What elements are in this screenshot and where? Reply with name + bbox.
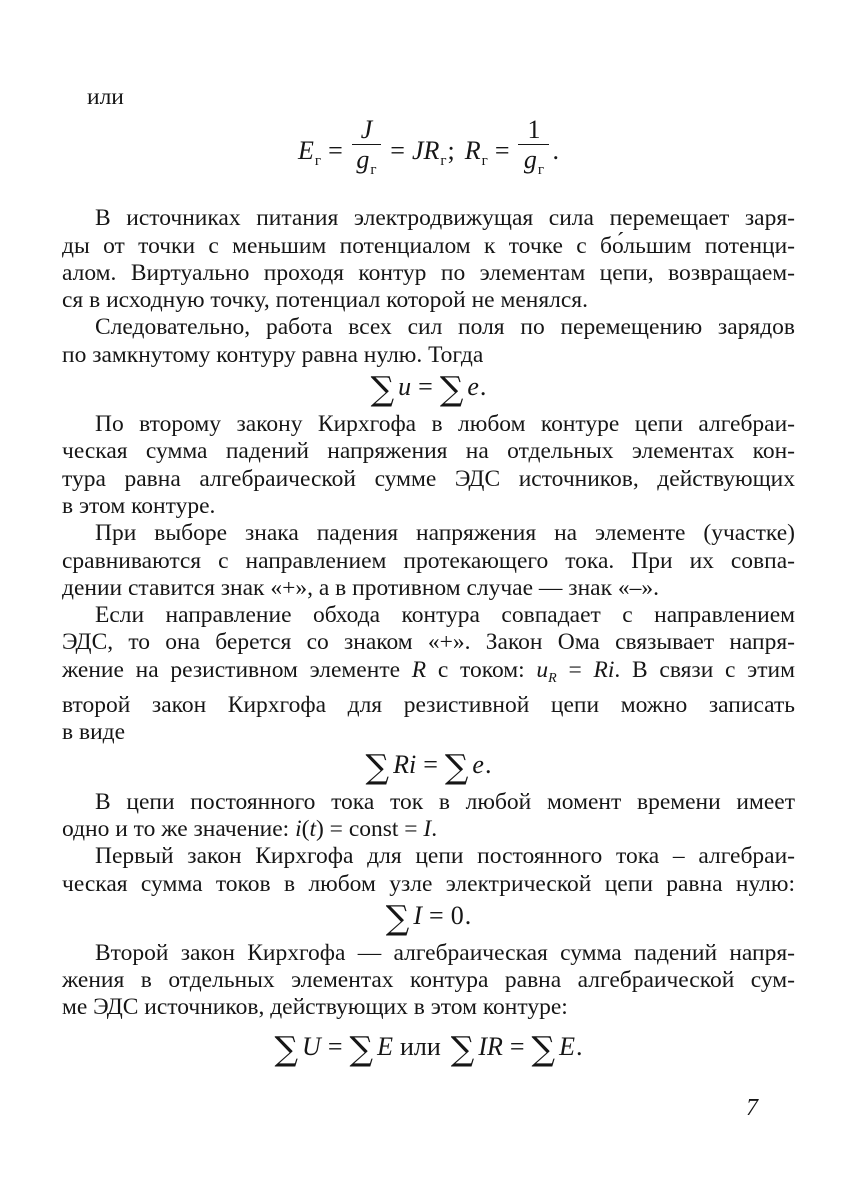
text-run: жение на резистивном элементе	[62, 656, 412, 683]
equals-sign: =	[423, 749, 438, 779]
var-Ri: Ri	[593, 656, 615, 683]
var-U: U	[302, 1031, 321, 1061]
var-IR: IR	[478, 1031, 503, 1061]
var-JR: JR	[411, 136, 440, 166]
denominator	[352, 145, 382, 184]
value-zero: 0	[450, 900, 464, 930]
denominator	[518, 145, 549, 184]
text-line: ды от точки с меньшим потенциалом к точке с бо́льшим потенци-	[62, 232, 795, 259]
var-u: u	[536, 656, 549, 683]
formula-sum-ri-equals-sum-e	[62, 746, 795, 786]
text-run: ) = const =	[315, 815, 424, 842]
lead-word: или	[87, 84, 124, 110]
paragraph-dc-current	[62, 789, 795, 844]
var-E: E	[298, 136, 314, 166]
var-e: e	[472, 749, 484, 779]
period: .	[464, 900, 472, 930]
var-u: u	[398, 372, 412, 402]
period: .	[431, 815, 438, 842]
equals-sign: =	[509, 1031, 525, 1061]
sigma-icon: ∑	[444, 746, 469, 786]
sigma-icon: ∑	[439, 369, 464, 409]
text-line: Если направление обхода контура совпадает с направлением	[95, 602, 795, 629]
sigma-icon: ∑	[385, 897, 410, 937]
formula-sum-u-equals-sum-e	[62, 369, 795, 409]
text-line: ся в исходную точку, потенциал которой не менялся.	[62, 287, 588, 314]
equals-sign: =	[327, 1031, 343, 1061]
equals-sign: =	[328, 136, 343, 166]
var-i: i	[295, 815, 302, 842]
subscript-g: г	[481, 153, 488, 170]
text-line: ЭДС, то она берется со знаком «+». Закон Ома связывает напря-	[62, 629, 795, 656]
subscript-g: г	[537, 162, 545, 179]
paragraph-first-law	[62, 843, 795, 898]
period: .	[479, 372, 487, 402]
fraction-j-over-g	[352, 116, 382, 184]
paren: (	[301, 815, 310, 842]
numerator: 1	[518, 116, 549, 145]
text-line: В цепи постоянного тока ток в любой момент времени имеет	[95, 788, 795, 815]
paragraph-emf-sources	[62, 205, 795, 314]
var-E: E	[377, 1031, 393, 1061]
equals-sign: =	[556, 656, 594, 683]
var-e: e	[467, 372, 479, 402]
paragraph-second-law-dc	[62, 940, 795, 1022]
var-t: t	[309, 815, 316, 842]
var-g: g	[523, 145, 537, 175]
text-line-math	[62, 657, 795, 692]
paragraph-field-work	[62, 314, 795, 369]
formula-generator-emf	[62, 115, 795, 187]
subscript-R: R	[548, 670, 557, 686]
subscript-g: г	[314, 153, 322, 170]
page-number: 7	[746, 1095, 758, 1121]
period: .	[484, 749, 492, 779]
sigma-icon: ∑	[531, 1028, 556, 1068]
fraction-1-over-g	[518, 116, 549, 184]
text-line: тура равна алгебраической сумме ЭДС источников, действующих	[62, 465, 795, 492]
text-line: по замкнутому контуру равна нулю. Тогда	[62, 341, 484, 368]
formula-second-law-equations	[62, 1029, 795, 1067]
paragraph-ohms-law	[62, 602, 795, 746]
conjunction-or: или	[399, 1031, 441, 1061]
text-line: алом. Виртуально проходя контур по элементам цепи, возвращаем-	[62, 259, 795, 286]
var-I: I	[413, 900, 423, 930]
text-line: При выборе знака падения напряжения на элементе (участке)	[95, 520, 795, 547]
equals-sign: =	[494, 136, 510, 166]
text-line: сравниваются с направлением протекающего тока. При их совпа-	[62, 547, 795, 574]
semicolon: ;	[447, 136, 455, 166]
text-line: ческая сумма падений напряжения на отдельных элементах кон-	[62, 438, 795, 465]
period: .	[552, 136, 559, 166]
page-content	[62, 84, 795, 1067]
text-run: одно и то же значение:	[62, 815, 296, 842]
var-g: g	[356, 145, 370, 175]
text-line: второй закон Кирхгофа для резистивной цепи можно записать	[62, 692, 795, 719]
var-E: E	[559, 1031, 575, 1061]
text-line-math	[62, 816, 795, 843]
var-I: I	[423, 815, 432, 842]
var-R: R	[411, 656, 427, 683]
subscript-g: г	[440, 153, 447, 170]
equals-sign: =	[429, 900, 444, 930]
sigma-icon: ∑	[365, 746, 390, 786]
sigma-icon: ∑	[274, 1028, 299, 1068]
sigma-icon: ∑	[450, 1028, 475, 1068]
text-line: в этом контуре.	[62, 492, 216, 519]
text-line: Первый закон Кирхгофа для цепи постоянного тока – алгебраи-	[95, 843, 795, 870]
equals-sign: =	[390, 136, 405, 166]
sigma-icon: ∑	[370, 369, 395, 409]
numerator: J	[352, 116, 382, 145]
text-run: с током:	[426, 656, 537, 683]
equals-sign: =	[418, 372, 433, 402]
var-R: R	[464, 136, 481, 166]
text-line: Второй закон Кирхгофа — алгебраическая сумма падений напря-	[95, 939, 795, 966]
paragraph-sign-convention	[62, 520, 795, 602]
formula-sum-i-equals-zero	[62, 897, 795, 937]
text-line: жения в отдельных элементах контура равна алгебраической сум-	[62, 967, 795, 994]
text-line: В источниках питания электродвижущая сила перемещает заря-	[95, 205, 795, 232]
text-line: в виде	[62, 719, 126, 746]
text-line: Следовательно, работа всех сил поля по перемещению зарядов	[95, 314, 795, 341]
subscript-g: г	[370, 162, 377, 179]
var-Ri: Ri	[393, 749, 417, 779]
text-line: По второму закону Кирхгофа в любом контуре цепи алгебраи-	[95, 411, 795, 438]
text-run: . В связи с этим	[614, 656, 795, 683]
sigma-icon: ∑	[349, 1028, 374, 1068]
text-line: ческая сумма токов в любом узле электрической цепи равна нулю:	[62, 870, 795, 897]
period: .	[576, 1031, 583, 1061]
text-line: дении ставится знак «+», а в противном случае — знак «–».	[62, 574, 659, 601]
text-line: ме ЭДС источников, действующих в этом контуре:	[62, 994, 568, 1021]
paragraph-second-law-ac	[62, 411, 795, 520]
